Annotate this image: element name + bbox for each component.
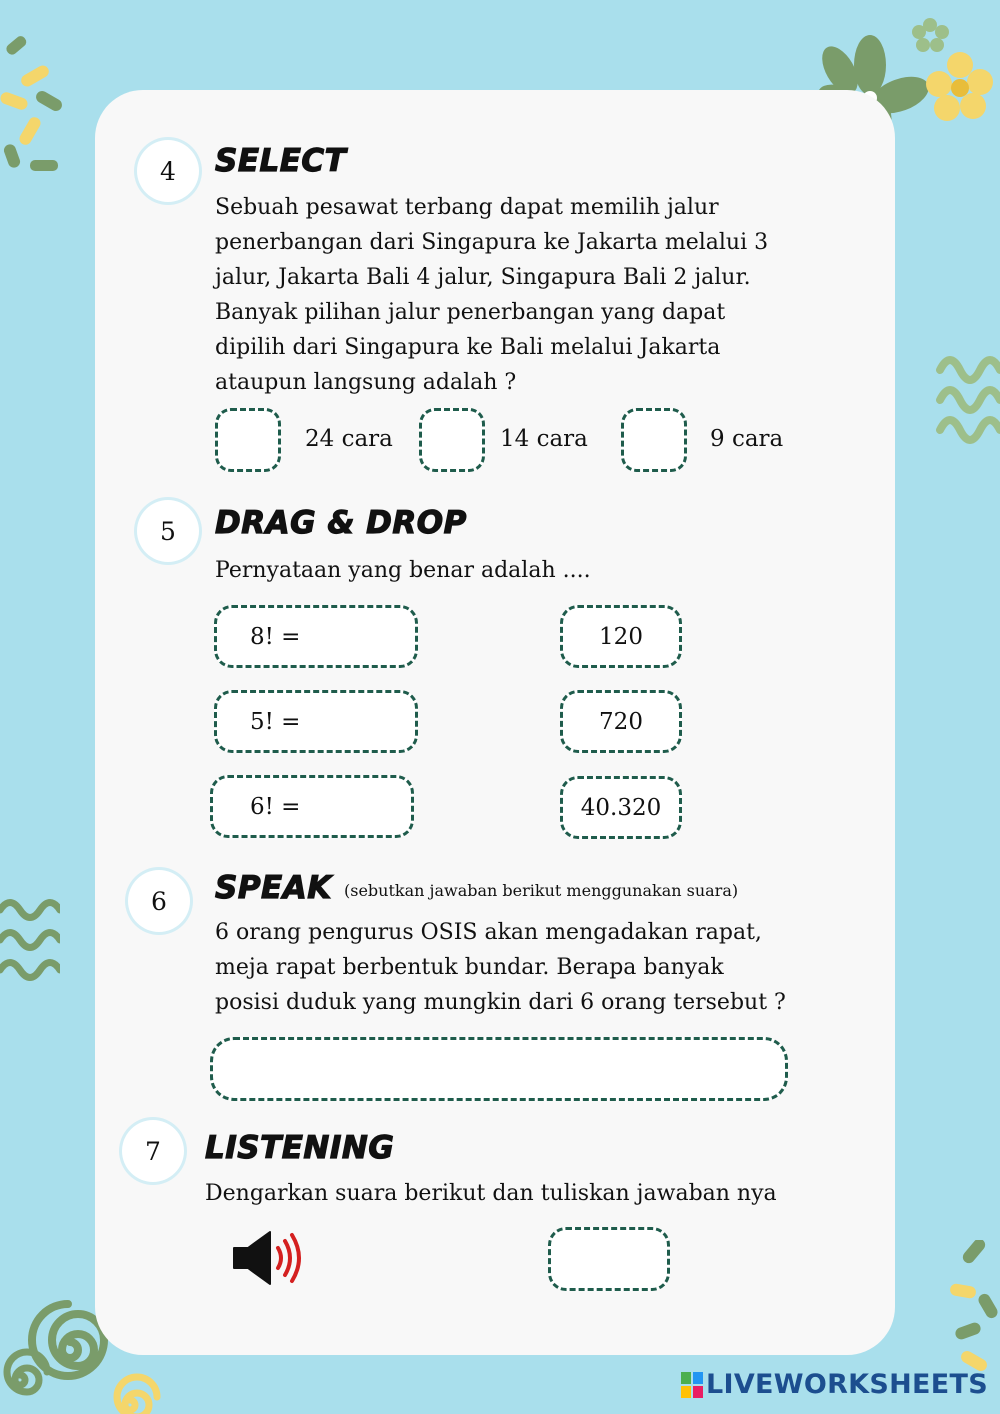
brand-logo: LIVEWORKSHEETS	[681, 1369, 988, 1400]
option-label: 9 cara	[710, 426, 784, 452]
speaker-icon[interactable]	[232, 1230, 304, 1286]
select-box-2[interactable]	[419, 408, 485, 472]
drop-target-1[interactable]: 8! =	[214, 605, 418, 668]
question-text: Sebuah pesawat terbang dapat memilih jalur penerbangan dari Singapura ke Jakarta melalui 3 jalur, Jakarta Bali 4 jalur, Singapura Bali 2 jalur. Banyak pilihan jalur penerbangan yang dapat dipilih dari Singapura ke Bali melalui Jakarta ataupun langsung adalah ?	[215, 195, 769, 395]
drag-item-3[interactable]: 40.320	[560, 776, 682, 839]
drop-target-2[interactable]: 5! =	[214, 690, 418, 753]
option-label: 24 cara	[305, 426, 393, 452]
live-logo-icon	[681, 1372, 703, 1398]
question-title: LISTENING	[205, 1130, 395, 1166]
listening-answer-box[interactable]	[548, 1227, 670, 1291]
question-title: SPEAK	[215, 870, 332, 906]
option-label: 14 cara	[500, 426, 588, 452]
question-prompt: Dengarkan suara berikut dan tuliskan jawaban nya	[205, 1181, 777, 1206]
drag-item-1[interactable]: 120	[560, 605, 682, 668]
question-number: 5	[137, 500, 199, 562]
question-text: 6 orang pengurus OSIS akan mengadakan rapat, meja rapat berbentuk bundar. Berapa banyak posisi duduk yang mungkin dari 6 orang tersebut ?	[215, 920, 786, 1015]
wave-icon	[935, 345, 1000, 445]
drag-item-2[interactable]: 720	[560, 690, 682, 753]
drop-target-3[interactable]: 6! =	[210, 775, 414, 838]
question-hint: (sebutkan jawaban berikut menggunakan suara)	[344, 881, 739, 900]
speak-answer-box[interactable]	[210, 1037, 788, 1101]
question-number: 7	[122, 1120, 184, 1182]
question-title: DRAG & DROP	[215, 505, 467, 541]
question-number: 4	[137, 140, 199, 202]
question-number: 6	[128, 870, 190, 932]
question-prompt: Pernyataan yang benar adalah ....	[215, 558, 591, 583]
wave-left-icon	[0, 895, 60, 995]
decor-bottom-right-icon	[940, 1240, 1000, 1380]
select-box-1[interactable]	[215, 408, 281, 472]
question-title: SELECT	[215, 143, 347, 179]
decor-top-left-icon	[0, 30, 80, 190]
select-box-3[interactable]	[621, 408, 687, 472]
